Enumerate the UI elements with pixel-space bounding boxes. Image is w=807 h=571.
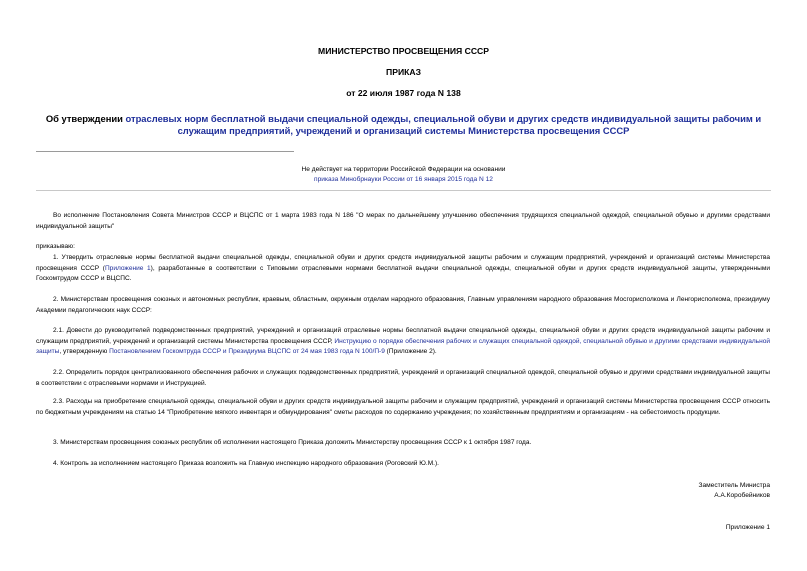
- p1-text-b: ), разработанные в соответствии с Типовыми отраслевыми нормами бесплатной выдачи специальной одежды, специальной обуви и других средств индивидуальной защиты, утвержденными Госкомтрудом СССР и ВЦСПС.: [36, 264, 770, 282]
- status-divider: [36, 190, 771, 191]
- ministry-heading: МИНИСТЕРСТВО ПРОСВЕЩЕНИЯ СССР: [318, 46, 489, 56]
- paragraph-2: 2. Министерствам просвещения союзных и автономных республик, краевым, областным, окружным отделам народного образования, Главным управлениям народного образования Мосгорисполкома и Ленгорисполкома, президиуму Академии педагогических наук СССР:: [36, 296, 770, 314]
- appendix-1-link[interactable]: Приложение 1: [104, 264, 151, 272]
- instruction-link[interactable]: Инструкцию о порядке обеспечения рабочих и служащих специальной одеждой, специальной обувью и другими средствами индивидуальной защиты: [36, 337, 770, 355]
- appendix-label: Приложение 1: [725, 524, 770, 531]
- paragraph-2-2: 2.2. Определить порядок централизованного обеспечения рабочих и служащих подведомственных предприятий, учреждений и организаций специальной одеждой, специальной обувью и другими средствами индивидуальной защиты в соответствии с отраслевыми нормами и Инструкцией.: [36, 369, 770, 387]
- p1-text-a: 1. Утвердить отраслевые нормы бесплатной выдачи специальной одежды, специальной обуви и других средств индивидуальной защиты рабочим и служащим предприятий, учреждений и организаций системы Министерства просвещения СССР (: [36, 254, 770, 272]
- intro-paragraph: Во исполнение Постановления Совета Министров СССР и ВЦСПС от 1 марта 1983 года N 186 "О мерах по дальнейшему улучшению обеспечения трудящихся специальной одеждой, специальной обувью и другими средствами индивидуальной защиты": [36, 212, 770, 230]
- title-divider: [36, 151, 294, 152]
- p21-text-a: 2.1. Довести до руководителей подведомственных предприятий, учреждений и организаций отраслевые нормы бесплатной выдачи специальной одежды, специальной обуви и других средств индивидуальной защиты рабочим и служащим предприятий, учреждений и организаций системы Министерства просвещения СССР,: [36, 327, 770, 345]
- p21-text-c: (Приложение 2).: [384, 348, 437, 355]
- paragraph-3: 3. Министерствам просвещения союзных республик об исполнении настоящего Приказа доложить Министерству просвещения СССР к 1 октября 1987 года.: [53, 439, 532, 446]
- title-link[interactable]: отраслевых норм бесплатной выдачи специальной одежды, специальной обуви и других средств индивидуальной защиты рабочим и служащим предприятий, учреждений и организаций системы Министерства просвещения СССР: [125, 113, 762, 136]
- signature-position: Заместитель Министра: [698, 482, 770, 489]
- orders-label: приказываю:: [36, 243, 75, 250]
- signature-name: А.А.Коробейников: [714, 492, 770, 499]
- paragraph-1: [36, 253, 770, 285]
- paragraph-4: 4. Контроль за исполнением настоящего Приказа возложить на Главную инспекцию народного образования (Роговский Ю.М.).: [53, 460, 439, 467]
- doc-type-heading: ПРИКАЗ: [386, 67, 421, 77]
- title-prefix: Об утверждении: [45, 113, 126, 124]
- p21-text-b: , утвержденную: [59, 348, 110, 355]
- paragraph-2-3: 2.3. Расходы на приобретение специальной одежды, специальной обуви и других средств индивидуальной защиты рабочим и служащим предприятий, учреждений и организаций системы Министерства просвещения СССР относить по бюджетным учреждениям на статью 14 "Приобретение мягкого инвентаря и обмундирования" сметы расходов по содержанию учреждения; по хозяйственным предприятиям и организациям - на себестоимость продукции.: [36, 398, 770, 416]
- status-link[interactable]: приказа Минобрнауки России от 16 января 2015 года N 12: [314, 176, 493, 183]
- resolution-link[interactable]: Постановлением Госкомтруда СССР и Президиума ВЦСПС от 24 мая 1983 года N 100/П-9: [109, 348, 385, 355]
- document-title: [36, 113, 771, 137]
- paragraph-2-1: [36, 326, 770, 358]
- status-note: Не действует на территории Российской Федерации на основании: [301, 166, 506, 173]
- date-number-heading: от 22 июля 1987 года N 138: [346, 88, 461, 98]
